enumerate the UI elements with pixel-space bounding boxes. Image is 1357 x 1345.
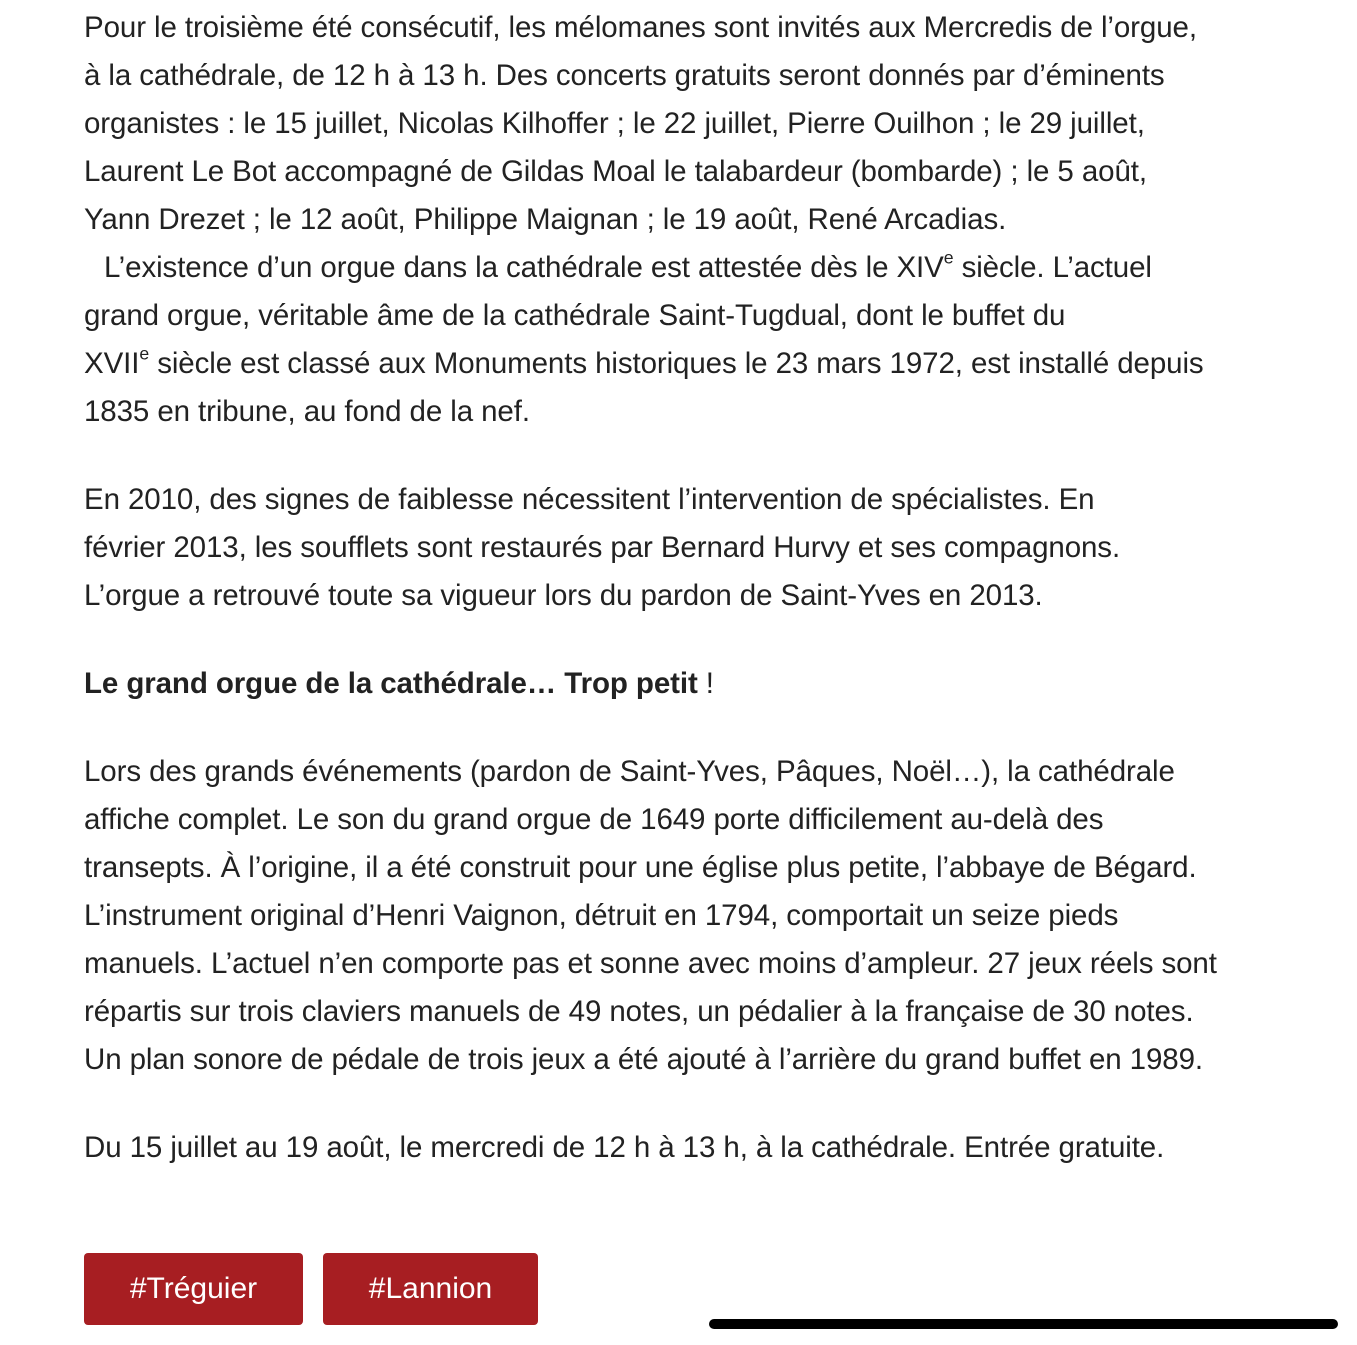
paragraph-practical-info: [84, 1124, 1334, 1172]
subheading: [84, 660, 1334, 708]
home-indicator[interactable]: [709, 1319, 1338, 1329]
paragraph-restoration: [84, 476, 1334, 620]
text-line: Lors des grands événements (pardon de Saint-Yves, Pâques, Noël…), la cathédrale: [84, 755, 1175, 788]
text-line: Un plan sonore de pédale de trois jeux a été ajouté à l’arrière du grand buffet en 1989.: [84, 1043, 1203, 1076]
superscript: e: [943, 247, 954, 268]
text-line: L’orgue a retrouvé toute sa vigueur lors du pardon de Saint-Yves en 2013.: [84, 579, 1043, 612]
superscript: e: [139, 343, 150, 364]
text-line: Du 15 juillet au 19 août, le mercredi de 12 h à 13 h, à la cathédrale. Entrée gratuite.: [84, 1131, 1165, 1164]
text-line: siècle est classé aux Monuments historiques le 23 mars 1972, est installé depuis: [149, 347, 1204, 380]
text-line: L’existence d’un orgue dans la cathédrale est attestée dès le XIV: [104, 251, 944, 284]
text-line: L’instrument original d’Henri Vaignon, détruit en 1794, comportait un seize pieds: [84, 899, 1119, 932]
text-line: répartis sur trois claviers manuels de 49 notes, un pédalier à la française de 30 notes.: [84, 995, 1194, 1028]
text-line: 1835 en tribune, au fond de la nef.: [84, 395, 530, 428]
article-body: [84, 4, 1334, 1172]
text-line: organistes : le 15 juillet, Nicolas Kilhoffer ; le 22 juillet, Pierre Ouilhon ; le 29 juillet,: [84, 107, 1145, 140]
text-line: Yann Drezet ; le 12 août, Philippe Maignan ; le 19 août, René Arcadias.: [84, 203, 1007, 236]
tag-list: [84, 1253, 538, 1325]
text-line: En 2010, des signes de faiblesse nécessitent l’intervention de spécialistes. En: [84, 483, 1095, 516]
text-line: à la cathédrale, de 12 h à 13 h. Des concerts gratuits seront donnés par d’éminents: [84, 59, 1165, 92]
paragraph-concert-schedule: [84, 4, 1334, 436]
text-line: Pour le troisième été consécutif, les mélomanes sont invités aux Mercredis de l’orgue,: [84, 11, 1197, 44]
paragraph-organ-description: [84, 748, 1334, 1084]
text-line: février 2013, les soufflets sont restaurés par Bernard Hurvy et ses compagnons.: [84, 531, 1121, 564]
tag-treguier-button[interactable]: #Tréguier: [84, 1253, 303, 1325]
text-line: manuels. L’actuel n’en comporte pas et sonne avec moins d’ampleur. 27 jeux réels sont: [84, 947, 1217, 980]
text-line: grand orgue, véritable âme de la cathédrale Saint-Tugdual, dont le buffet du: [84, 299, 1066, 332]
subheading-bold: Le grand orgue de la cathédrale… Trop petit: [84, 667, 698, 700]
text-line: transepts. À l’origine, il a été construit pour une église plus petite, l’abbaye de Bégard.: [84, 851, 1197, 884]
text-line: XVII: [84, 347, 140, 380]
text-line: siècle. L’actuel: [953, 251, 1152, 284]
text-line: Laurent Le Bot accompagné de Gildas Moal le talabardeur (bombarde) ; le 5 août,: [84, 155, 1147, 188]
text-line: affiche complet. Le son du grand orgue de 1649 porte difficilement au-delà des: [84, 803, 1104, 836]
tag-lannion-button[interactable]: #Lannion: [323, 1253, 538, 1325]
subheading-suffix: !: [697, 667, 714, 700]
